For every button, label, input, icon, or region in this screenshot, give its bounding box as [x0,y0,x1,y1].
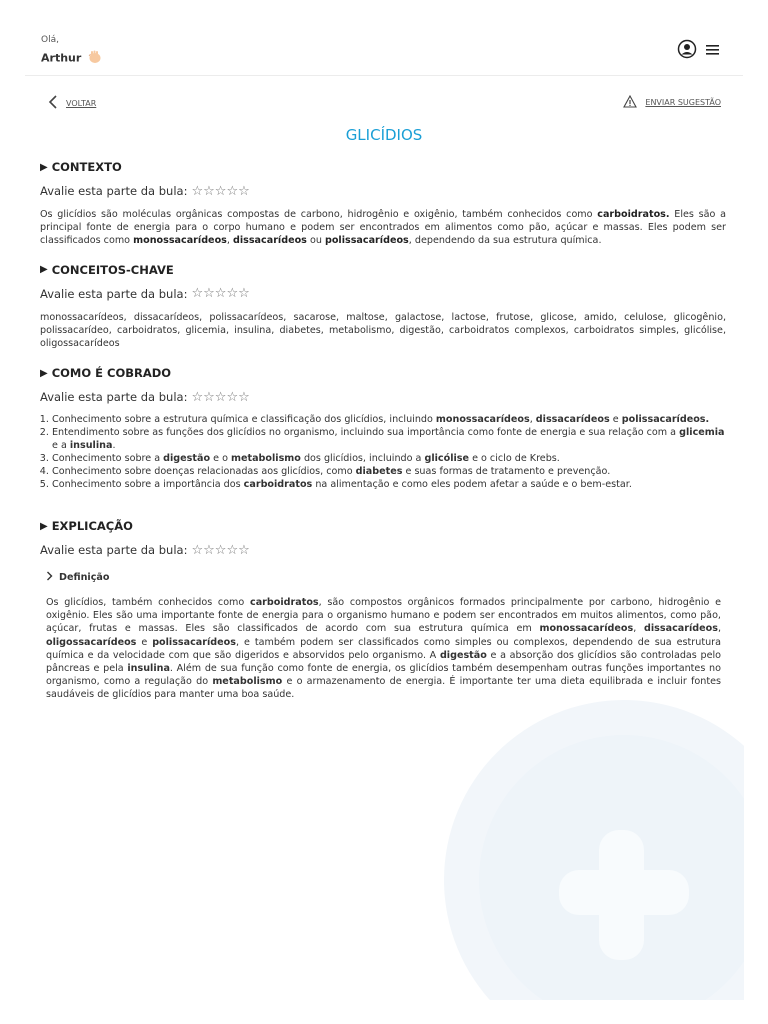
star-icon[interactable]: ☆ [203,183,215,199]
list-item: 2. Entendimento sobre as funções dos glicídios no organismo, incluindo sua importância como fonte de energia e sua relação com a glicemia e a insulina. [52,426,726,452]
section-toggle-conceitos[interactable] [40,263,726,277]
section-explicacao [40,519,726,701]
conceitos-text: monossacarídeos, dissacarídeos, polissacarídeos, sacarose, maltose, galactose, lactose, frutose, glicose, amido, celulose, glicogênio, polissacarídeo, carboidratos, glicemia, insulina, diabetes, metabolismo, digestão, carboidratos complexos, carboidratos simples, glicólise, oligossacarídeos [40,311,726,350]
chevron-left-icon [48,95,58,111]
list-item: 3. Conhecimento sobre a digestão e o metabolismo dos glicídios, incluindo a glicólise e o ciclo de Krebs. [52,452,726,465]
send-suggestion-link[interactable] [623,95,721,110]
rating-row [40,287,726,301]
section-heading: COMO É COBRADO [51,366,172,381]
section-toggle-cobrado[interactable] [40,366,726,380]
rating-label: Avalie esta parte da bula: [40,543,188,558]
star-icon[interactable]: ☆ [238,286,250,302]
triangle-right-icon: ▶ [40,264,48,276]
back-link[interactable] [48,95,96,111]
hamburger-menu-icon[interactable] [705,42,721,61]
user-name [41,50,103,67]
triangle-right-icon: ▶ [40,520,48,532]
rating-row [40,390,726,404]
rating-label: Avalie esta parte da bula: [40,390,188,405]
contexto-text: Os glicídios são moléculas orgânicas compostas de carbono, hidrogênio e oxigênio, também conhecidos como carboidratos. Eles são a principal fonte de energia para o corpo humano e podem ser encontrados em alimentos como pão, açúcar e massas. Eles podem ser classificados como monossacarídeos, dissacarídeos ou polissacarídeos, dependendo da sua estrutura química. [40,209,726,247]
star-icon[interactable]: ☆ [226,389,239,405]
app-header [25,18,743,76]
section-toggle-contexto[interactable] [40,160,726,174]
star-icon[interactable]: ☆ [238,389,250,405]
definition-label: Definição [59,572,110,584]
rating-label: Avalie esta parte da bula: [40,184,188,198]
star-icon[interactable]: ☆ [214,389,227,405]
star-icon[interactable]: ☆ [238,183,250,199]
section-conceitos [40,263,726,351]
user-circle-icon[interactable] [677,39,697,63]
suggest-label: ENVIAR SUGESTÃO [645,98,721,107]
star-icon[interactable]: ☆ [238,542,250,558]
chevron-right-icon [46,571,53,584]
section-toggle-explicacao[interactable] [40,519,726,533]
star-icon[interactable]: ☆ [191,542,204,558]
list-item: 1. Conhecimento sobre a estrutura química e classificação dos glicídios, incluindo monossacarídeos, dissacarídeos e polissacarídeos. [52,413,726,426]
section-cobrado [40,366,726,491]
star-icon[interactable]: ☆ [226,286,239,302]
section-heading: CONTEXTO [51,160,122,174]
star-icon[interactable]: ☆ [214,286,227,302]
user-name-label: Arthur [41,51,82,65]
triangle-right-icon: ▶ [40,161,48,173]
star-icon[interactable]: ☆ [214,542,227,558]
star-rating [191,544,249,557]
back-label: VOLTAR [66,98,97,108]
list-item: 5. Conhecimento sobre a importância dos carboidratos na alimentação e como eles podem afetar a saúde e o bem-estar. [52,478,726,491]
star-icon[interactable]: ☆ [191,183,204,199]
rating-row [40,543,726,557]
star-icon[interactable]: ☆ [226,183,239,199]
rating-row [40,184,726,198]
star-rating [191,287,249,300]
star-icon[interactable]: ☆ [214,183,227,199]
definition-toggle[interactable] [46,571,726,584]
section-contexto [40,160,726,248]
main-content [40,160,726,701]
star-icon[interactable]: ☆ [203,389,215,405]
definition-text: Os glicídios, também conhecidos como carboidratos, são compostos orgânicos formados principalmente por carbono, hidrogênio e oxigênio. Eles são uma importante fonte de energia para o organismo humano e podem ser encontrados em muitos alimentos, como pão, açúcar, frutas e massas. Eles são classificados de acordo com sua estrutura química em monossacarídeos, dissacarídeos, oligossacarídeos e polissacarídeos, e também podem ser classificados como simples ou complexos, dependendo de sua estrutura química e da velocidade com que são digeridos e absorvidos pelo organismo. A digestão e a absorção dos glicídios são controladas pelo pâncreas e pela insulina. Além de sua função como fonte de energia, os glicídios também desempenham outras funções importantes no organismo, como a regulação do metabolismo e o armazenamento de energia. É importante ter uma dieta equilibrada e incluir fontes saudáveis de glicídios para manter uma boa saúde. [46,597,722,700]
star-icon[interactable]: ☆ [191,389,204,405]
rating-label: Avalie esta parte da bula: [40,286,188,301]
triangle-right-icon: ▶ [40,367,48,379]
waving-hand-icon [87,50,103,67]
star-icon[interactable]: ☆ [191,286,204,302]
star-rating [191,185,249,198]
top-navigation [48,95,721,113]
star-icon[interactable]: ☆ [203,542,215,558]
cobrado-list [40,413,726,491]
star-rating [191,391,249,404]
warning-triangle-icon [623,95,637,110]
section-heading: EXPLICAÇÃO [51,519,133,534]
section-heading: CONCEITOS-CHAVE [51,262,174,277]
star-icon[interactable]: ☆ [226,542,239,558]
star-icon[interactable]: ☆ [203,286,215,302]
page-title: GLICÍDIOS [345,126,423,144]
greeting-text: Olá, [41,35,59,45]
list-item: 4. Conhecimento sobre doenças relacionadas aos glicídios, como diabetes e suas formas de tratamento e prevenção. [52,465,726,478]
